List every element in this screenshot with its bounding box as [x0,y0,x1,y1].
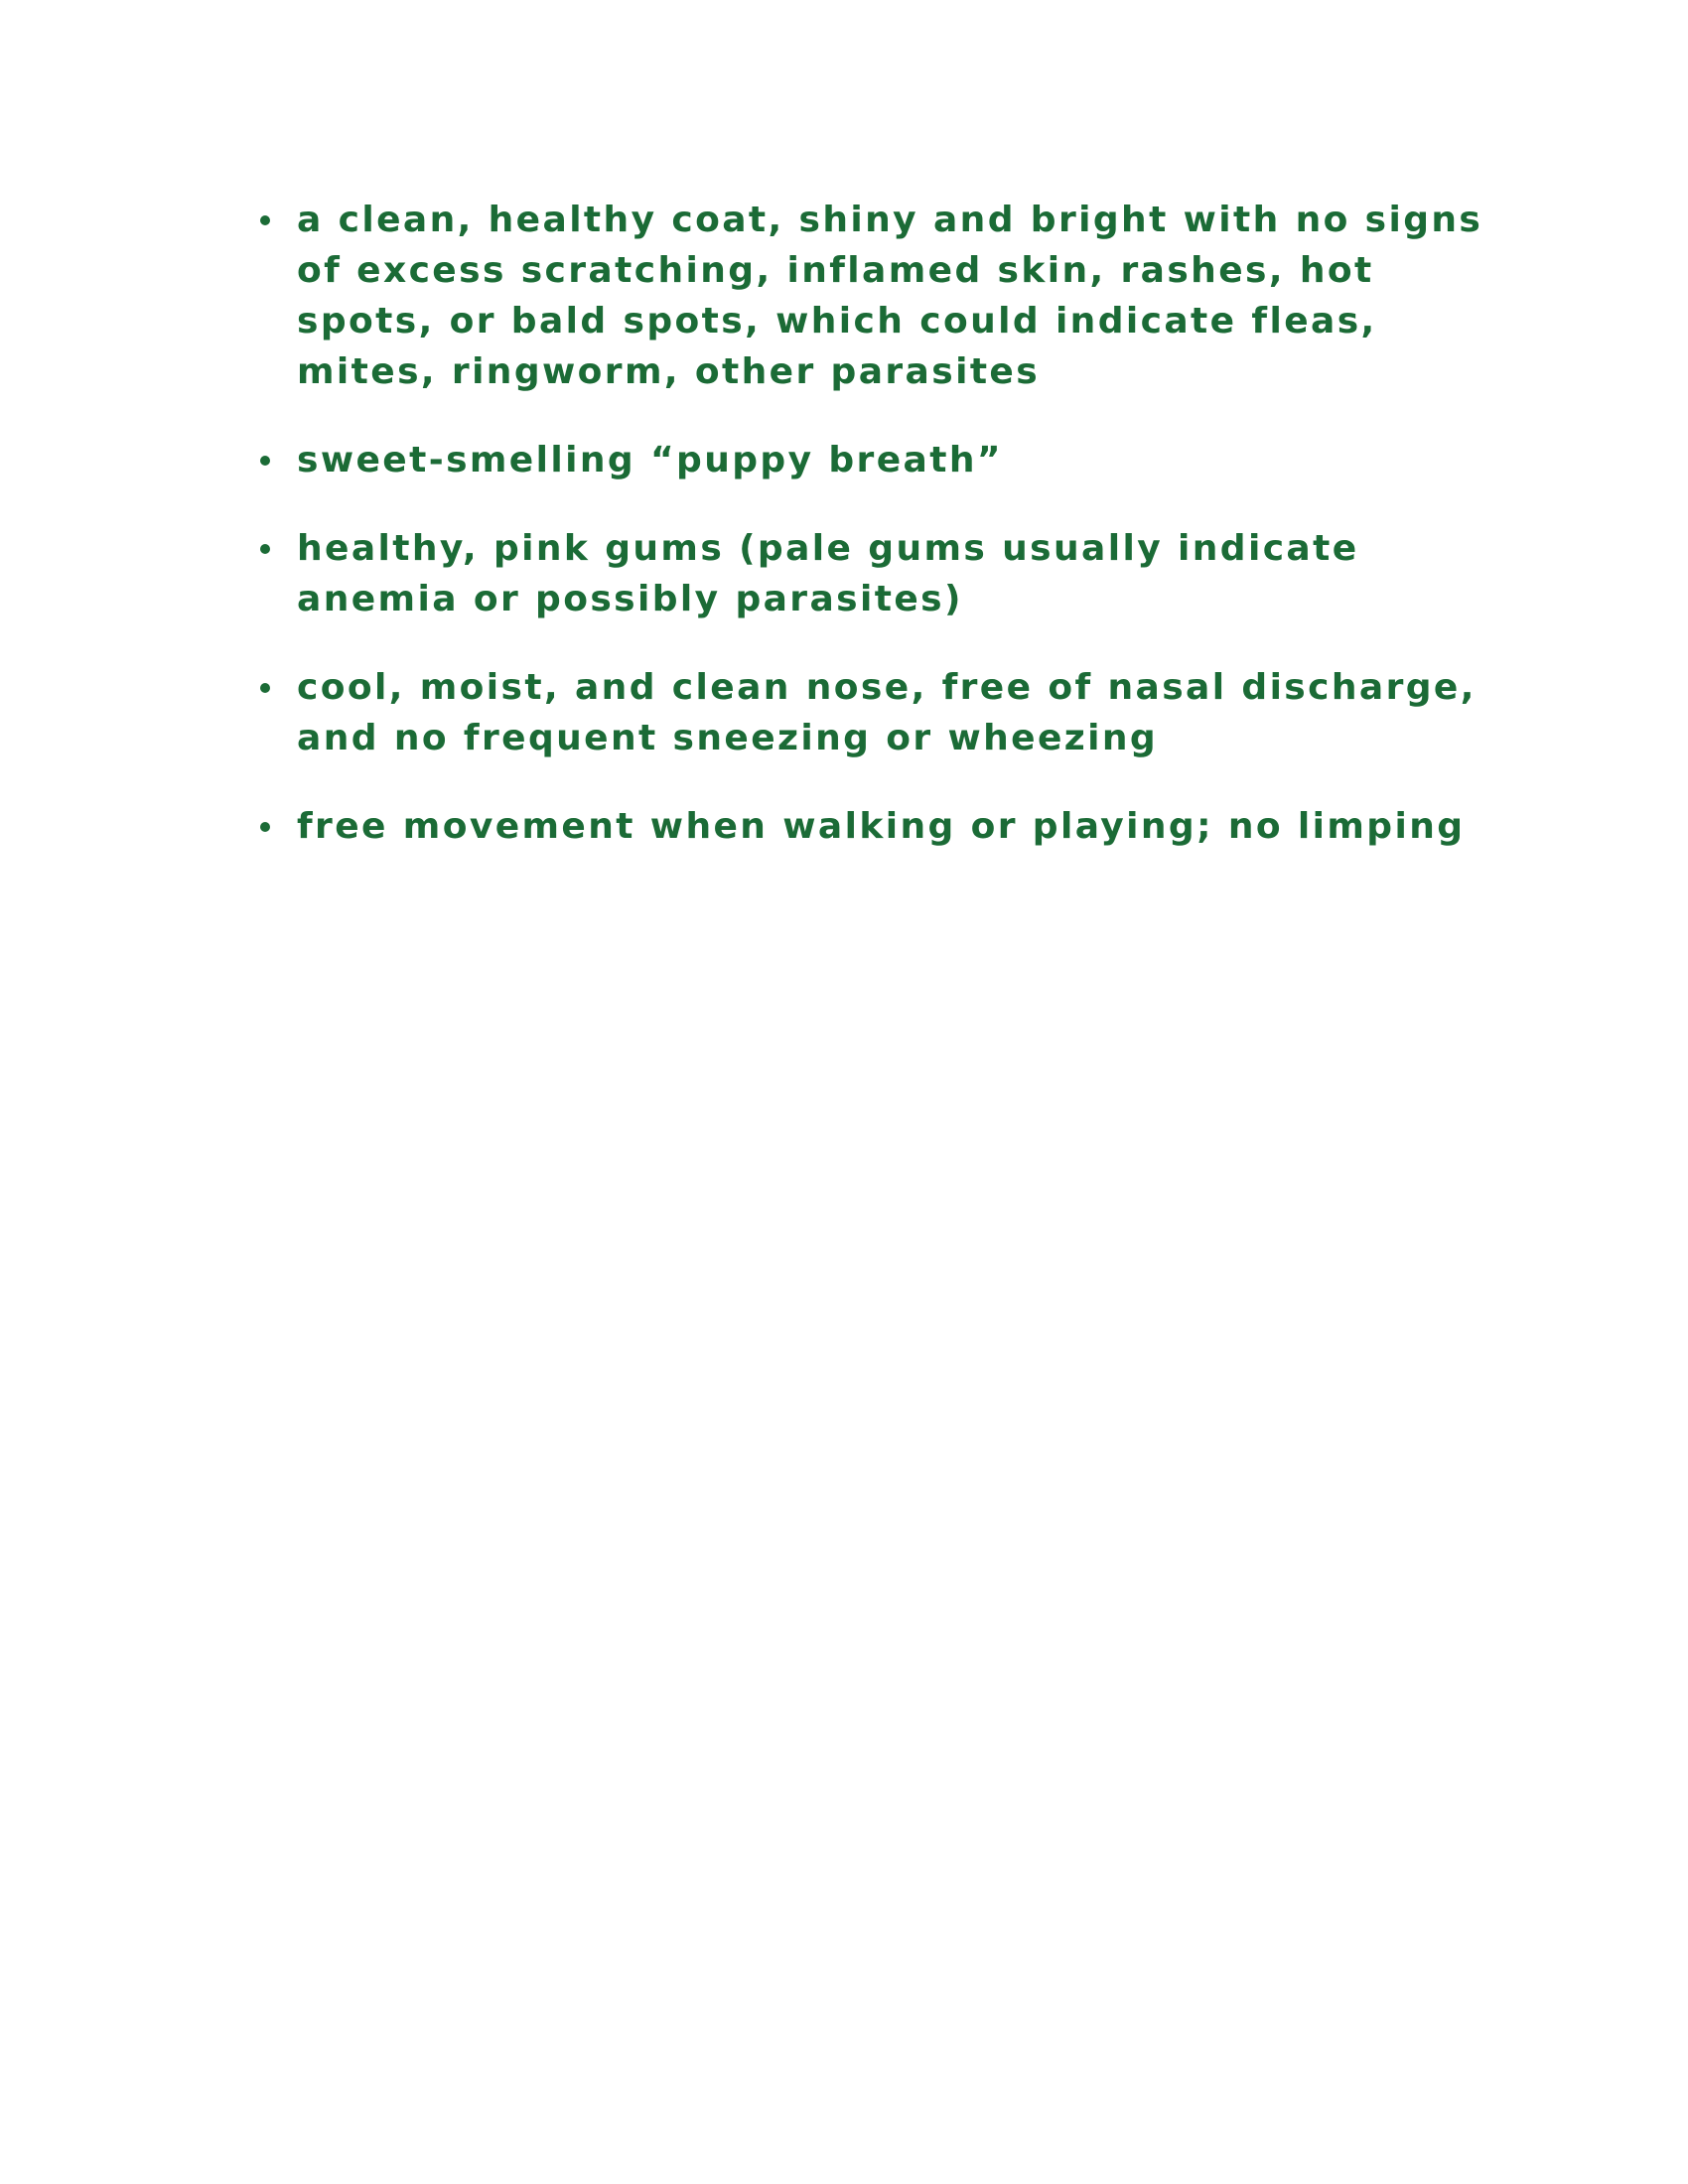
list-item-text: sweet-smelling “puppy breath” [297,440,1003,480]
list-item-text: a clean, healthy coat, shiny and bright with no signs of excess scratching, inflamed skin, rashes, hot spots, or bald spots, which could indicate fleas, mites, ringworm, other parasites [297,200,1483,392]
list-item-text: healthy, pink gums (pale gums usually indicate anemia or possibly parasites) [297,528,1359,619]
bullet-icon [260,456,270,466]
list-item [260,801,1511,852]
bullet-icon [260,683,270,693]
list-item [260,523,1511,624]
bullet-icon [260,544,270,554]
list-item [260,195,1511,397]
list-item-text: free movement when walking or playing; no limping [297,806,1466,847]
health-signs-list [260,195,1511,889]
bullet-icon [260,822,270,832]
bullet-icon [260,215,270,225]
list-item [260,435,1511,485]
list-item-text: cool, moist, and clean nose, free of nasal discharge, and no frequent sneezing or wheezing [297,667,1477,758]
list-item [260,662,1511,763]
